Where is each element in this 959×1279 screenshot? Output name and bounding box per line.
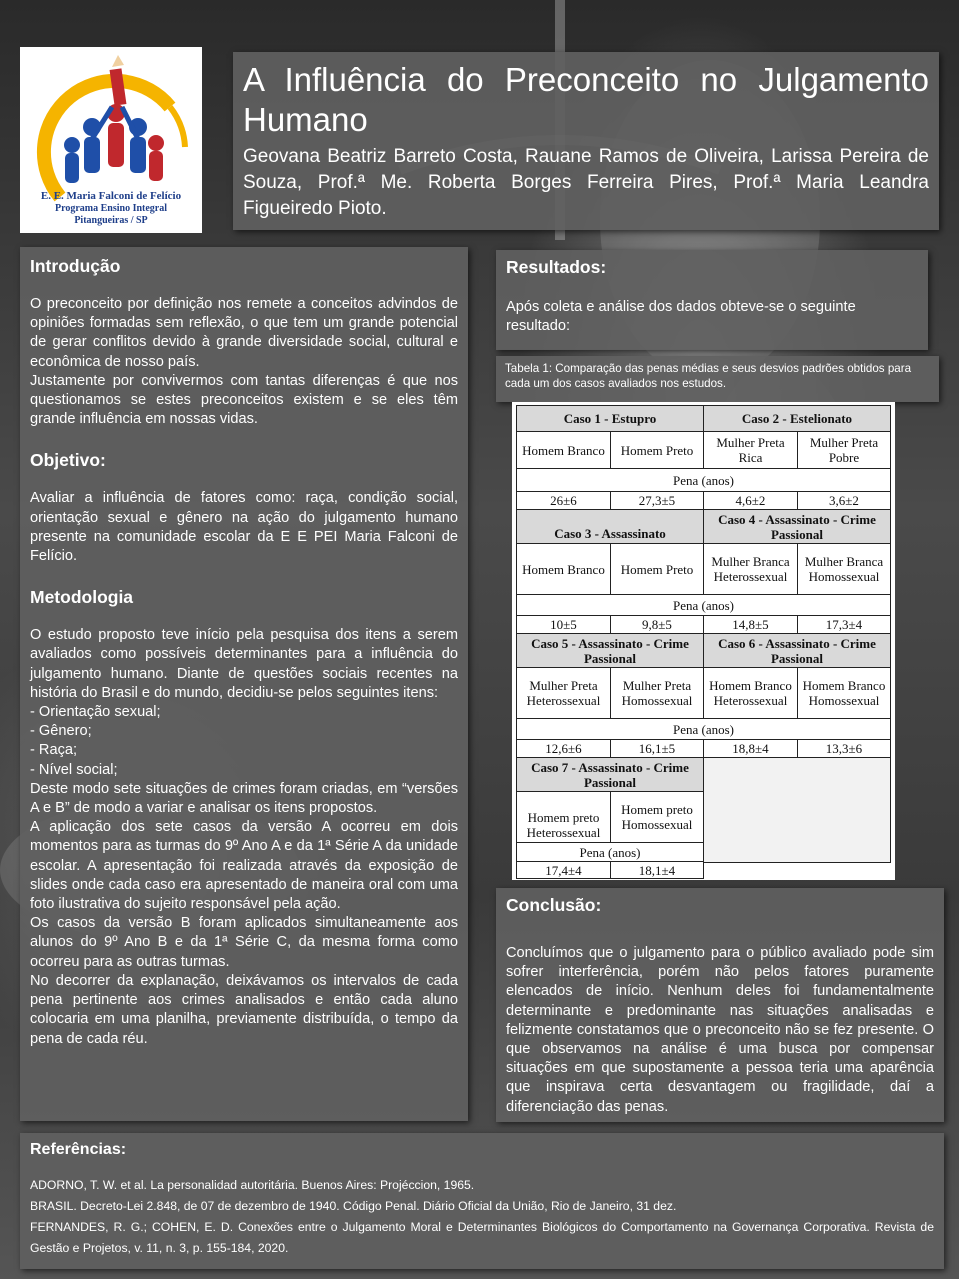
case-7-value-a: 17,4±4 [516, 861, 611, 879]
reference-3: FERNANDES, R. G.; COHEN, E. D. Conexões entre o Julgamento Moral e Determinantes Biológicos do Comportamento na Governança Corporativa. Revista de Gestão e Projetos, v. 11, n. 3, p. 155-184, 2020. [30, 1220, 934, 1255]
pena-label-row-2: Pena (anos) [516, 594, 891, 616]
pena-label-row-4: Pena (anos) [516, 842, 704, 862]
left-column-panel [20, 247, 468, 1121]
referencias-heading: Referências: [30, 1141, 127, 1158]
case-3-title: Caso 3 - Assassinato [516, 509, 704, 544]
case-5-subject-b: Mulher Preta Homossexual [610, 667, 704, 719]
introducao-heading: Introdução [30, 256, 121, 276]
metodologia-heading: Metodologia [30, 587, 134, 608]
resultados-panel [496, 250, 928, 350]
case-1-title: Caso 1 - Estupro [516, 405, 704, 432]
case-4-value-a: 14,8±5 [703, 615, 798, 634]
metodologia-paragraph-3: A aplicação dos sete casos da versão A ocorreu em dois momentos para as turmas do 9º Ano A e da 1ª Série A da unidade escolar. A apresentação foi realizada através da exposição de slides onde cada caso era apresentado de maneira oral com uma foto ilustrativa do sujeito responsável pela ação. [30, 819, 458, 913]
objetivo-heading: Objetivo: [30, 450, 106, 471]
metodologia-item-2: - Gênero; [30, 723, 92, 740]
case-4-title: Caso 4 - Assassinato - Crime Passional [703, 509, 891, 544]
case-3-value-b: 9,8±5 [610, 615, 704, 634]
pena-label-row-3: Pena (anos) [516, 718, 891, 740]
metodologia-paragraph-2: Deste modo sete situações de crimes foram criadas, em “versões A e B” de modo a variar e analisar os itens propostos. [30, 780, 458, 817]
case-4-value-b: 17,3±4 [797, 615, 891, 634]
authors: Geovana Beatriz Barreto Costa, Rauane Ramos de Oliveira, Larissa Pereira de Souza, Prof.ª Me. Roberta Borges Ferreira Pires, Prof.ª Maria Leandra Figueiredo Pioto. [243, 146, 929, 219]
case-6-subject-a: Homem Branco Heterossexual [703, 667, 798, 719]
referencias-panel [20, 1133, 944, 1269]
logo-city: Pitangueiras / SP [74, 215, 148, 226]
case-6-value-a: 18,8±4 [703, 739, 798, 758]
case-3-value-a: 10±5 [516, 615, 611, 634]
logo-program: Programa Ensino Integral [54, 203, 168, 214]
title-panel [233, 52, 939, 230]
case-6-title: Caso 6 - Assassinato - Crime Passional [703, 633, 891, 668]
resultados-heading: Resultados: [506, 257, 607, 277]
pena-label-row-1: Pena (anos) [516, 468, 891, 492]
introducao-paragraph-2: Justamente por convivermos com tantas diferenças é que nos questionamos se estes preconceitos existem e se eles têm grande influência em nossas vidas. [30, 372, 458, 428]
table-caption-panel [496, 356, 939, 402]
case-4-subject-b: Mulher Branca Homossexual [797, 543, 891, 595]
metodologia-paragraph-1: O estudo proposto teve início pela pesquisa dos itens a serem avaliados como possíveis determinantes para a influência do julgamento humano. Diante de questões sociais recentes na história do Brasil e do mundo, decidiu-se pelos seguintes itens: [30, 627, 458, 701]
case-5-value-a: 12,6±6 [516, 739, 611, 758]
case-5-title: Caso 5 - Assassinato - Crime Passional [516, 633, 704, 668]
conclusao-heading: Conclusão: [506, 895, 602, 915]
case-7-subject-a: Homem preto Heterossexual [516, 791, 611, 843]
case-1-value-b: 27,3±5 [610, 491, 704, 510]
table-empty-area [703, 757, 891, 863]
case-2-value-a: 4,6±2 [703, 491, 798, 510]
case-3-subject-b: Homem Preto [610, 543, 704, 595]
case-7-value-b: 18,1±4 [610, 861, 704, 879]
objetivo-paragraph: Avaliar a influência de fatores como: raça, condição social, orientação sexual e gênero na ação do julgamento humano presente na comunidade escolar da E E PEI Maria Falconi de Felício. [30, 490, 458, 565]
results-table [512, 402, 895, 880]
case-5-value-b: 16,1±5 [610, 739, 704, 758]
case-2-subject-b: Mulher Preta Pobre [797, 431, 891, 469]
case-2-title: Caso 2 - Estelionato [703, 405, 891, 432]
case-4-subject-a: Mulher Branca Heterossexual [703, 543, 798, 595]
reference-2: BRASIL. Decreto-Lei 2.848, de 07 de dezembro de 1940. Código Penal. Diário Oficial da União, Rio de Janeiro, 31 dez. [30, 1199, 677, 1213]
case-6-value-b: 13,3±6 [797, 739, 891, 758]
case-7-subject-b: Homem preto Homossexual [610, 791, 704, 843]
resultados-paragraph: Após coleta e análise dos dados obteve-se o seguinte resultado: [506, 299, 856, 335]
logo-school-name: E. E. Maria Falconi de Felício [40, 190, 182, 202]
case-5-subject-a: Mulher Preta Heterossexual [516, 667, 611, 719]
case-2-value-b: 3,6±2 [797, 491, 891, 510]
metodologia-paragraph-4: Os casos da versão B foram aplicados simultaneamente aos alunos do 9º Ano B e da 1ª Série C, da mesma forma como ocorreu para as outras turmas. [30, 915, 458, 970]
school-logo [20, 47, 202, 233]
case-6-subject-b: Homem Branco Homossexual [797, 667, 891, 719]
case-7-title: Caso 7 - Assassinato - Crime Passional [516, 757, 704, 792]
conclusao-paragraph: Concluímos que o julgamento para o público avaliado pode sim sofrer interferência, porém não pelos fatores puramente elencados de início. Nenhum deles foi fundamentalmente determinante e predominante nas situações analisadas e felizmente constatamos que o preconceito não se fez presente. O que observamos na análise é uma busca por compensar situações em que supostamente a pessoa teria uma aparência que inspirava certa desvantagem ou fragilidade, daí a diferenciação das penas. [506, 945, 934, 1115]
introducao-paragraph-1: O preconceito por definição nos remete a conceitos advindos de opiniões formadas sem reflexão, o que tem um grande potencial de gerar conflitos devido à grande diversidade social, cultural e econômica de nosso país. [30, 296, 458, 370]
case-1-subject-a: Homem Branco [516, 431, 611, 469]
reference-1: ADORNO, T. W. et al. La personalidad autoritária. Buenos Aires: Projéccion, 1965. [30, 1178, 475, 1192]
conclusao-panel [496, 888, 944, 1122]
case-2-subject-a: Mulher Preta Rica [703, 431, 798, 469]
metodologia-item-3: - Raça; [30, 742, 78, 759]
table-caption: Tabela 1: Comparação das penas médias e seus desvios padrões obtidos para cada um dos casos avaliados nos estudos. [505, 362, 912, 390]
case-1-subject-b: Homem Preto [610, 431, 704, 469]
metodologia-item-4: - Nível social; [30, 761, 118, 778]
poster-title: A Influência do Preconceito no Julgamento Humano [243, 61, 929, 138]
case-3-subject-a: Homem Branco [516, 543, 611, 595]
case-1-value-a: 26±6 [516, 491, 611, 510]
metodologia-item-1: - Orientação sexual; [30, 704, 161, 721]
metodologia-paragraph-5: No decorrer da explanação, deixávamos os intervalos de cada pena pertinente aos crimes analisados e então cada aluno colocaria em uma planilha, previamente distribuída, o tempo da pena de cada réu. [30, 972, 458, 1047]
